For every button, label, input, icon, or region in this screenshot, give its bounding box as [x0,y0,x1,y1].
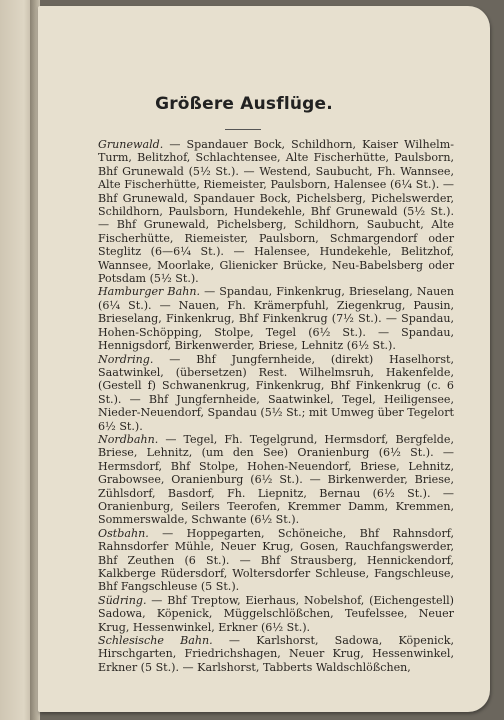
entry-text: — Bhf Jungfernheide, (direkt) Haselhorst, Saatwinkel, (übersetzen) Rest. Wilhelmsruh, Hakenfelde, (Gestell f) Schwanenkrug, Finkenkrug, Bhf Finkenkrug (c. 6 St.). — Bhf Jungfernheide, Saatwinkel, Tegel, Heiligensee, Nieder-Neuendorf, Spandau (5½ St.; mit Umweg über Tegelort 6½ St.). [98,352,454,433]
entry-grunewald [98,138,454,285]
entry-text: — Karlshorst, Sadowa, Köpenick, Hirschgarten, Friedrichshagen, Neuer Krug, Hessenwinkel, Erkner (5 St.). — Karlshorst, Tabberts Waldschlößchen, [98,634,454,674]
entry-ostbahn [98,527,454,594]
entry-text: — Spandau, Finkenkrug, Brieselang, Nauen (6¼ St.). — Nauen, Fh. Krämerpfuhl, Ziegenkrug, Pausin, Brieselang, Finkenkrug, Bhf Finkenkrug (7½ St.). — Spandau, Hohen-Schöpping, Stolpe, Tegel (6½ St.). — Spandau, Hennigsdorf, Birkenwerder, Briese, Lehnitz (6½ St.). [98,285,454,353]
page-title: Größere Ausflüge. [155,94,333,114]
entry-nordring [98,353,454,433]
entry-text: — Spandauer Bock, Schildhorn, Kaiser Wilhelm-Turm, Belitzhof, Schlachtensee, Alte Fischerhütte, Paulsborn, Bhf Grunewald (5½ St.). — Westend, Saubucht, Fh. Wannsee, Alte Fischerhütte, Riemeister, Paulsborn, Halensee (6¼ St.). — Bhf Grunewald, Spandauer Bock, Pichelsberg, Pichelswerder, Schildhorn, Paulsborn, Hundekehle, Bhf Grunewald (5½ St.). — Bhf Grunewald, Pichelsberg, Schildhorn, Saubucht, Alte Fischerhütte, Riemeister, Paulsborn, Schmargendorf oder Steglitz (6—6¼ St.). — Halensee, Hundekehle, Belitzhof, Wannsee, Moorlake, Glienicker Brücke, Neu-Babelsberg oder Potsdam (5½ St.). [98,138,454,286]
left-page-edge [0,0,34,720]
entry-text: — Hoppegarten, Schöneiche, Bhf Rahnsdorf, Rahnsdorfer Mühle, Neuer Krug, Gosen, Rauchfangswerder, Bhf Zeuthen (6 St.). — Bhf Strausberg, Hennickendorf, Kalkberge Rüdersdorf, Woltersdorfer Schleuse, Fangschleuse, Bhf Fangschleuse (5 St.). [98,526,454,594]
entry-nordbahn [98,433,454,527]
entry-text: — Tegel, Fh. Tegelgrund, Hermsdorf, Bergfelde, Briese, Lehnitz, (um den See) Oranienburg (6½ St.). — Hermsdorf, Bhf Stolpe, Hohen-Neuendorf, Briese, Lehnitz, Grabowsee, Oranienburg (6½ St.). — Birkenwerder, Briese, Zühlsdorf, Basdorf, Fh. Liepnitz, Bernau (6½ St.). — Oranienburg, Seilers Teerofen, Kremmer Damm, Kremmen, Sommerswalde, Schwante (6½ St.). [98,432,454,527]
entry-text: — Bhf Treptow, Eierhaus, Nobelshof, (Eichengestell) Sadowa, Köpenick, Müggelschlößchen, Teufelssee, Neuer Krug, Hessenwinkel, Erkner (6½ St.). [98,593,454,634]
place-heading: Hamburger Bahn. [98,285,201,299]
place-heading: Schlesische Bahn. [98,634,213,648]
entry-hamburger-bahn [98,285,454,352]
book-page [38,6,490,712]
place-heading: Nordbahn. [98,432,159,446]
entry-suedring [98,594,454,634]
excursion-list [98,138,454,674]
place-heading: Nordring. [98,352,154,366]
place-heading: Grunewald. [98,138,164,151]
entry-schlesische-bahn [98,634,454,674]
place-heading: Südring. [98,593,147,607]
title-rule [225,129,261,130]
place-heading: Ostbahn. [98,526,149,540]
